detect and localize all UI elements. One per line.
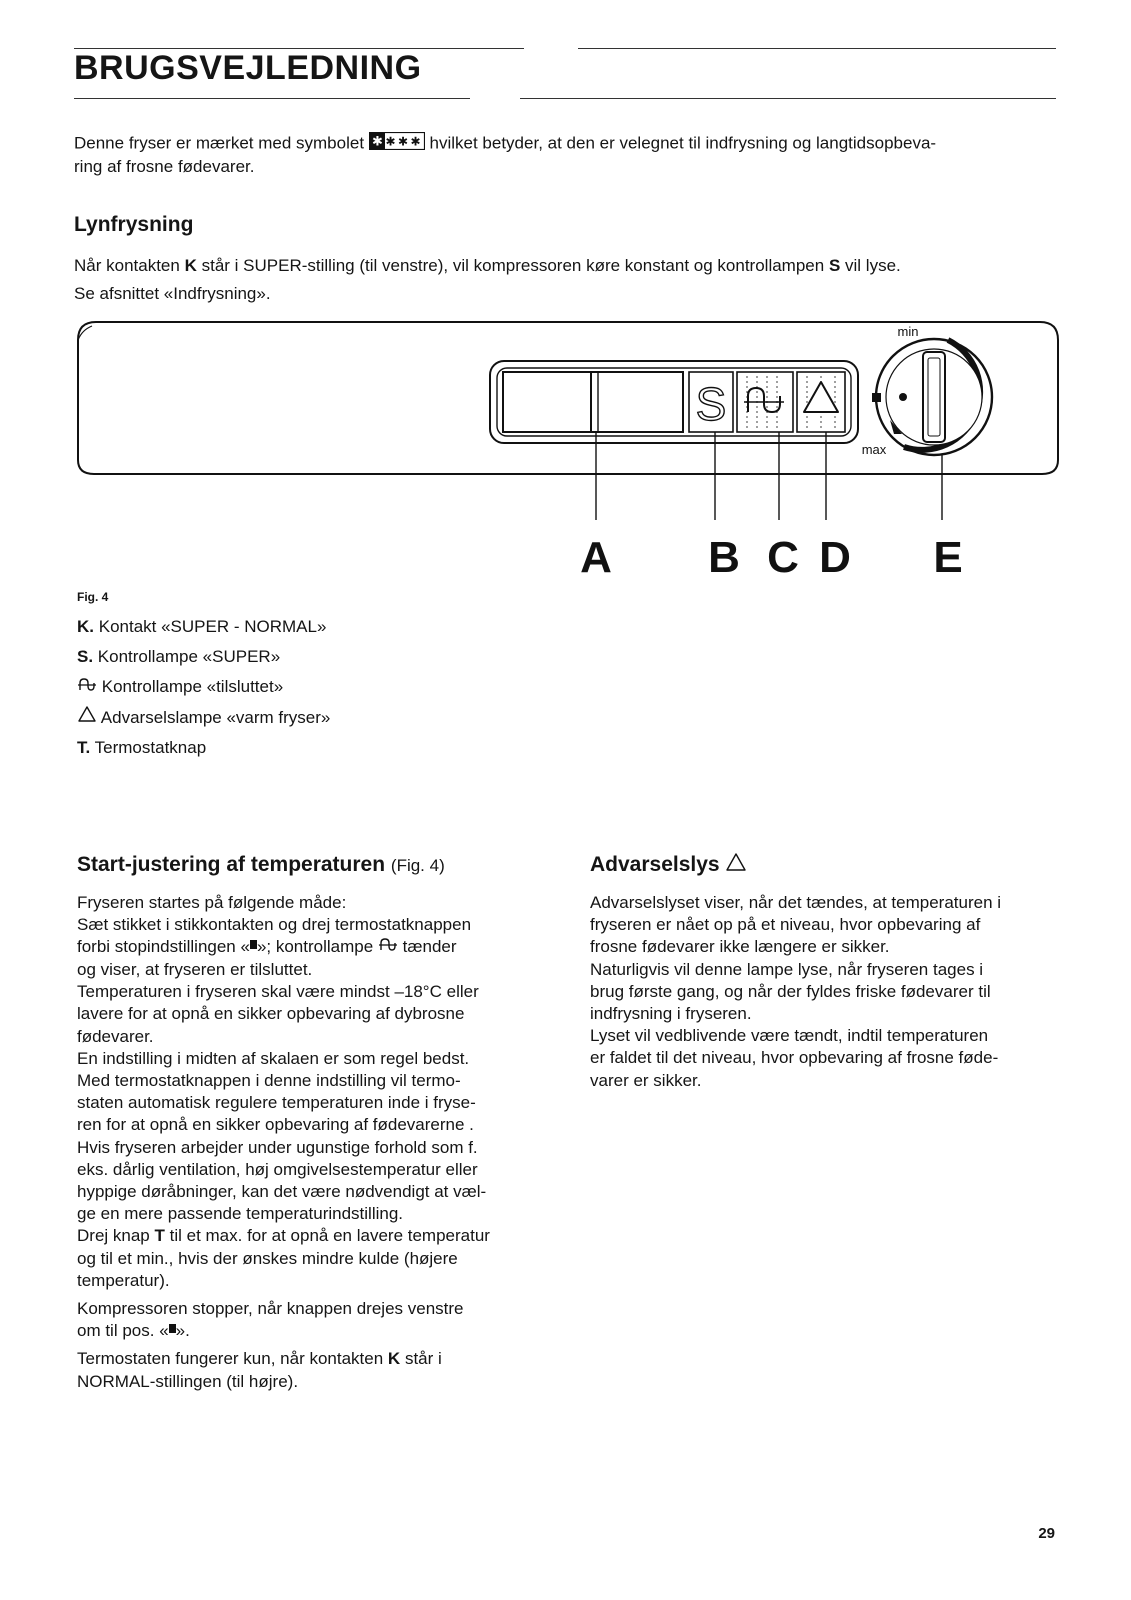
switch-housing xyxy=(490,361,858,443)
plug-icon xyxy=(77,673,97,703)
start-line: eks. dårlig ventilation, høj omgivelsestemperatur eller xyxy=(77,1159,478,1179)
start-line xyxy=(77,1348,547,1370)
section-heading-start xyxy=(77,852,547,879)
start-heading-text: Start-justering af temperaturen xyxy=(77,853,386,876)
start-line: ge en mere passende temperaturindstilling. xyxy=(77,1204,404,1224)
warning-triangle-icon xyxy=(77,703,97,733)
callout-a: A xyxy=(580,533,612,582)
warning-line: brug første gang, og når der fyldes friske fødevarer til xyxy=(590,981,991,1001)
switch-housing-inner xyxy=(497,368,851,436)
start-line xyxy=(77,936,547,959)
start-text: ». xyxy=(175,1321,190,1341)
warning-line: fryseren er nået op på et niveau, hvor opbevaring af xyxy=(590,915,981,935)
dial-knob xyxy=(923,352,945,442)
start-line: Sæt stikket i stikkontakten og drej termostatknappen xyxy=(77,915,472,935)
start-key-t: T xyxy=(154,1226,165,1246)
plug-icon xyxy=(378,937,398,959)
control-panel-figure xyxy=(0,0,1131,600)
figure-legend xyxy=(77,612,330,763)
legend-text-t: Termostatknap xyxy=(94,738,207,758)
start-text: forbi stopindstillingen « xyxy=(77,937,250,957)
warning-heading-text: Advarselslys xyxy=(590,853,720,877)
page-number: 29 xyxy=(1038,1525,1055,1542)
start-text: »; kontrollampe xyxy=(256,937,374,957)
start-line: Kompressoren stopper, når knappen drejes venstre xyxy=(77,1299,464,1319)
start-line xyxy=(77,1225,547,1247)
start-line: fødevarer. xyxy=(77,1026,154,1046)
start-line: og viser, at fryseren er tilsluttet. xyxy=(77,960,313,980)
start-line: Hvis fryseren arbejder under ugunstige forhold som f. xyxy=(77,1137,478,1157)
start-line: staten automatisk regulere temperaturen inde i fryse- xyxy=(77,1093,476,1113)
svg-text:✱: ✱ xyxy=(371,134,383,150)
lynfrysning-text-d: Se afsnittet «Indfrysning». xyxy=(74,284,271,303)
start-body xyxy=(77,892,547,1393)
start-line: En indstilling i midten af skalaen er som regel bedst. xyxy=(77,1048,470,1068)
start-line: temperatur). xyxy=(77,1270,170,1290)
page-title: BRUGSVEJLEDNING xyxy=(74,49,422,87)
dial-label-max: max xyxy=(861,442,887,457)
legend-text-k: Kontakt «SUPER - NORMAL» xyxy=(98,617,327,636)
warning-line: er faldet til det niveau, hvor opbevaring af frosne føde- xyxy=(590,1048,999,1068)
start-line xyxy=(77,1320,547,1342)
warning-line: indfrysning i fryseren. xyxy=(590,1004,752,1024)
start-key-k: K xyxy=(387,1349,401,1369)
intro-text-c: ring af frosne fødevarer. xyxy=(74,157,255,176)
warning-triangle xyxy=(804,382,838,412)
start-heading-ref: (Fig. 4) xyxy=(390,856,445,875)
legend-row-warning xyxy=(77,703,330,734)
callout-c: C xyxy=(767,533,799,582)
dial-label-min: min xyxy=(897,324,919,339)
warning-line: varer er sikker. xyxy=(590,1070,702,1090)
plug-symbol xyxy=(748,388,780,412)
callout-d: D xyxy=(819,533,851,582)
stop-square-icon xyxy=(250,940,257,949)
start-line: Temperaturen i fryseren skal være mindst –18°C eller xyxy=(77,982,479,1002)
switch-k xyxy=(503,372,683,432)
svg-text:✱: ✱ xyxy=(385,134,396,149)
svg-text:✱: ✱ xyxy=(397,134,408,149)
lynfrysning-key-k: K xyxy=(184,256,197,275)
warning-line: frosne fødevarer ikke længere er sikker. xyxy=(590,937,890,957)
start-line: NORMAL-stillingen (til højre). xyxy=(77,1371,299,1391)
warning-body xyxy=(590,892,1060,1092)
start-text: om til pos. « xyxy=(77,1321,169,1341)
start-text: Termostaten fungerer kun, når kontakten xyxy=(77,1349,384,1369)
start-text: står i xyxy=(404,1349,442,1369)
callout-leaders xyxy=(596,432,942,520)
lynfrysning-text-c: vil lyse. xyxy=(845,256,901,275)
start-text: til et max. for at opnå en lavere temperatur xyxy=(169,1226,490,1246)
start-line: Fryseren startes på følgende måde: xyxy=(77,893,347,912)
warning-line: Advarselslyset viser, når det tændes, at temperaturen i xyxy=(590,893,1002,912)
legend-row-t xyxy=(77,733,330,763)
legend-key-k: K. xyxy=(77,617,94,636)
start-line: hyppige døråbninger, kan det være nødvendigt at væl- xyxy=(77,1182,487,1202)
start-line: og til et min., hvis der ønskes mindre kulde (højere xyxy=(77,1248,458,1268)
figure-caption: Fig. 4 xyxy=(77,590,109,604)
warning-line: Naturligvis vil denne lampe lyse, når fryseren tages i xyxy=(590,959,984,979)
dial-dot xyxy=(899,393,907,401)
legend-key-s: S. xyxy=(77,647,94,666)
lynfrysning-text-b: står i SUPER-stilling (til venstre), vil kompressoren køre konstant og kontrollampen xyxy=(201,256,825,275)
legend-row-plug xyxy=(77,672,330,703)
legend-row-k xyxy=(77,612,330,642)
legend-row-s xyxy=(77,642,330,672)
section-heading-lynfrysning: Lynfrysning xyxy=(74,213,194,236)
warning-triangle-icon xyxy=(725,852,747,879)
lynfrysning-key-s: S xyxy=(828,256,841,275)
start-line: lavere for at opnå en sikker opbevaring af dybrosne xyxy=(77,1004,465,1024)
legend-key-t: T. xyxy=(77,738,91,758)
svg-text:✱: ✱ xyxy=(410,134,421,149)
start-text: Drej knap xyxy=(77,1226,150,1246)
intro-text-a: Denne fryser er mærket med symbolet xyxy=(74,133,365,153)
callout-b: B xyxy=(708,533,740,582)
start-line: ren for at opnå en sikker opbevaring af fødevarerne . xyxy=(77,1115,474,1135)
start-line: Med termostatknappen i denne indstilling vil termo- xyxy=(77,1071,461,1091)
start-text: tænder xyxy=(402,937,457,957)
callout-e: E xyxy=(933,533,963,582)
legend-text-s: Kontrollampe «SUPER» xyxy=(97,647,281,666)
lamp-s-label: S xyxy=(695,378,727,430)
warning-line: Lyset vil vedblivende være tændt, indtil temperaturen xyxy=(590,1026,989,1046)
stop-square-icon xyxy=(169,1324,176,1333)
section-heading-advarselslys xyxy=(590,852,747,879)
lynfrysning-text-a: Når kontakten xyxy=(74,256,180,275)
legend-text-plug: Kontrollampe «tilsluttet» xyxy=(101,677,284,696)
intro-text-b: hvilket betyder, at den er velegnet til indfrysning og langtidsopbeva- xyxy=(429,133,937,153)
legend-text-warning: Advarselslampe «varm fryser» xyxy=(100,707,331,727)
